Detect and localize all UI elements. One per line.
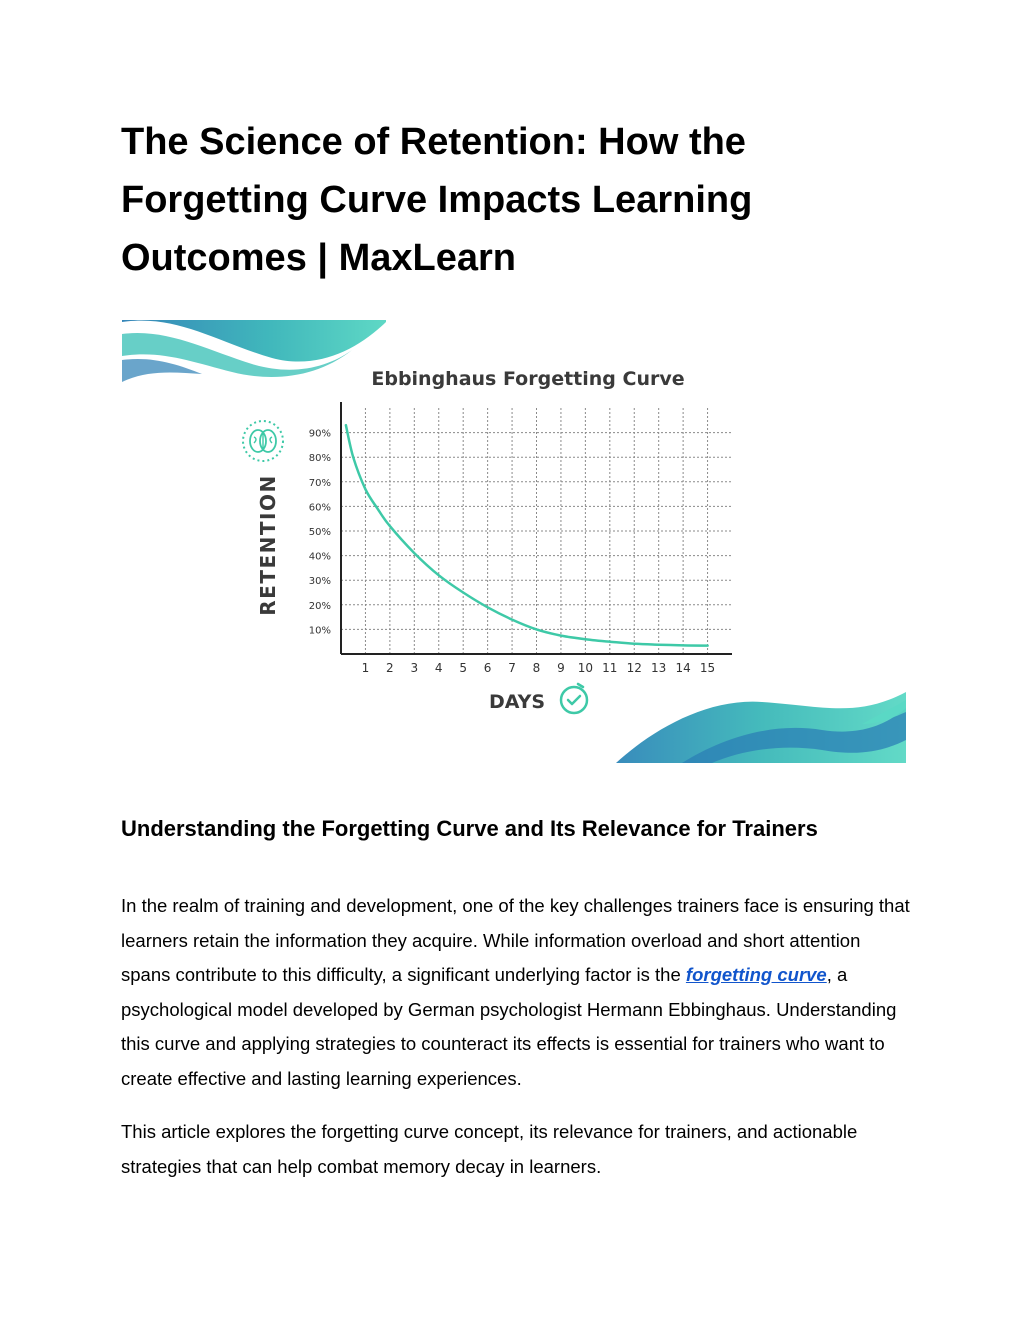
chart-series <box>346 425 708 645</box>
x-tick-label: 14 <box>675 661 691 675</box>
document-title: The Science of Retention: How the Forgetting Curve Impacts Learning Outcomes | MaxLearn <box>121 121 753 279</box>
y-tick-label: 80% <box>308 453 331 465</box>
x-tick-label: 8 <box>532 661 541 675</box>
chart-grid <box>341 408 732 654</box>
x-tick-label: 11 <box>602 661 618 675</box>
clock-check-icon <box>561 684 587 713</box>
retention-curve-line <box>346 425 708 645</box>
y-tick-label: 10% <box>308 625 331 637</box>
x-tick-label: 5 <box>459 661 468 675</box>
section-heading: Understanding the Forgetting Curve and Its Relevance for Trainers <box>121 816 818 841</box>
x-tick-label: 6 <box>483 661 492 675</box>
paragraph-intro-text-1: In the realm of training and development, one of the key challenges trainers face is ensuring that learners retain the information they acquire. While information overload and short attention spans contribute to this difficulty, a significant underlying factor is the <box>121 895 910 986</box>
x-tick-label: 3 <box>410 661 419 675</box>
y-tick-label: 70% <box>308 477 331 489</box>
x-tick-label: 15 <box>699 661 716 675</box>
x-tick-label: 4 <box>434 661 443 675</box>
x-tick-label: 12 <box>626 661 642 675</box>
swoosh-bottom-right <box>616 692 906 763</box>
y-tick-label: 20% <box>308 600 331 612</box>
x-tick-label: 1 <box>361 661 370 675</box>
x-tick-label: 2 <box>386 661 394 675</box>
y-tick-label: 50% <box>308 527 331 538</box>
forgetting-curve-link[interactable]: forgetting curve <box>685 964 827 986</box>
forgetting-curve-figure <box>122 320 906 763</box>
y-axis-label: RETENTION <box>256 474 280 616</box>
x-axis-label: DAYS <box>488 691 546 713</box>
paragraph-intro-text-2: , a psychological model developed by German psychologist Hermann Ebbinghaus. Understanding this curve and applying strategies to counteract its effects is essential for trainers who want to create effective and lasting learning experiences. <box>121 964 897 1089</box>
y-tick-label: 90% <box>308 428 331 440</box>
brain-icon <box>243 421 283 461</box>
x-tick-label: 7 <box>508 661 516 675</box>
swoosh-top-left <box>122 320 386 382</box>
y-tick-label: 40% <box>308 551 331 563</box>
x-tick-label: 13 <box>651 661 667 675</box>
y-tick-label: 60% <box>308 502 331 514</box>
x-tick-label: 10 <box>577 661 594 675</box>
forgetting-curve-chart <box>122 320 906 763</box>
paragraph-overview: This article explores the forgetting curve concept, its relevance for trainers, and actionable strategies that can help combat memory decay in learners. <box>121 1121 858 1177</box>
chart-title: Ebbinghaus Forgetting Curve <box>371 368 685 390</box>
x-tick-label: 9 <box>557 661 565 675</box>
y-tick-labels <box>309 429 331 637</box>
y-tick-label: 30% <box>308 576 331 588</box>
x-tick-labels <box>362 661 716 675</box>
paragraph-intro <box>121 889 911 1097</box>
